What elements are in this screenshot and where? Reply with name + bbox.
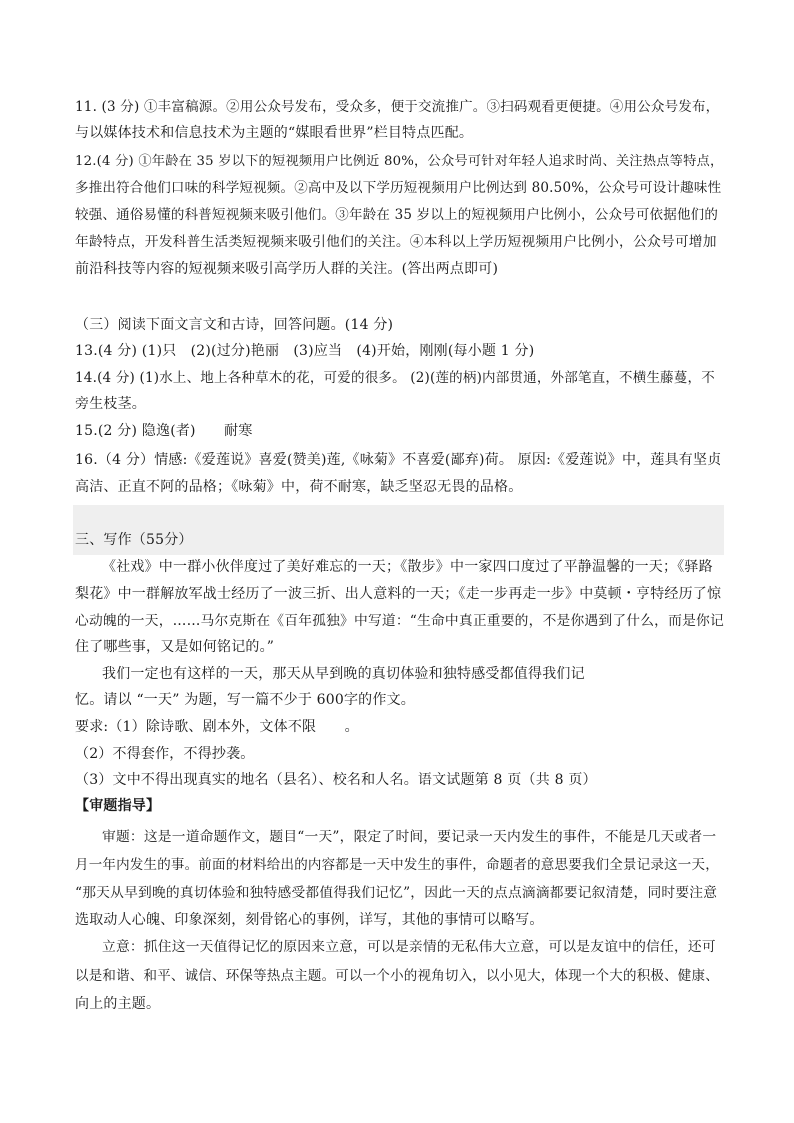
guide-para-2-line-3: 向上的主题。 [75, 996, 161, 1012]
answer-12-line-5: 前沿科技等内容的短视频来吸引高学历人群的关注。(答出两点即可) [75, 261, 499, 277]
guide-para-1-line-3: “那天从早到晚的真切体验和独特感受都值得我们记忆”，因此一天的点点滴滴都要记叙清楚，同时要注意 [75, 885, 718, 901]
section-3-heading: （三）阅读下面文言文和古诗，回答问题。(14 分) [75, 317, 394, 333]
prompt-para-1-line-4: 住了哪些事，又是如何铭记的。” [75, 639, 275, 655]
answer-14-line-1: 14.(4 分) (1)水上、地上各种草木的花，可爱的很多。 (2)(莲的柄)内部贯通，外部笔直，不横生藤蔓，不 [75, 370, 715, 386]
answer-12-line-3: 较强、通俗易懂的科普短视频来吸引他们。③年龄在 35 岁以上的短视频用户比例小，公众号可依据他们的 [75, 207, 719, 223]
guide-para-1-line-4: 选取动人心魄、印象深刻，刻骨铭心的事例，详写，其他的事情可以略写。 [75, 912, 544, 928]
guide-para-1-line-2: 月一年内发生的事。前面的材料给出的内容都是一天中发生的事件，命题者的意思要我们全景记录这一天， [75, 857, 719, 873]
answer-16-line-2: 高洁、正直不阿的品格；《咏菊》中，荷不耐寒，缺乏坚忍无畏的品格。 [75, 479, 523, 495]
answer-12-line-4: 年龄特点，开发科普生活类短视频来吸引他们的关注。④本科以上学历短视频用户比例小，公众号可增加 [75, 234, 717, 250]
guide-para-2-line-2: 以是和谐、和平、诚信、环保等热点主题。可以一个小的视角切入，以小见大，体现一个大的积极、健康、 [75, 968, 719, 984]
answer-11-line-2: 与以媒体技术和信息技术为主题的“媒眼看世界”栏目特点匹配。 [75, 125, 474, 141]
prompt-para-2-line-1: 我们一定也有这样的一天，那天从早到晚的真切体验和独特感受都值得我们记 [102, 666, 585, 682]
requirement-2: （2）不得套作，不得抄袭。 [75, 746, 255, 762]
prompt-para-1-line-3: 心动魄的一天，……马尔克斯在《百年孤独》中写道：“生命中真正重要的，不是你遇到了什么，而是你记 [75, 613, 724, 629]
prompt-para-1-line-2: 梨花》中一群解放军战士经历了一波三折、出人意料的一天；《走一步再走一步》中莫顿・亨特经历了惊 [75, 586, 722, 602]
prompt-para-1-line-1: 《社戏》中一群小伙伴度过了美好难忘的一天；《散步》中一家四口度过了平静温馨的一天；《驿路 [102, 559, 713, 575]
answer-14-line-2: 旁生枝茎。 [75, 396, 146, 412]
answer-12-line-1: 12.(4 分) ①年龄在 35 岁以下的短视频用户比例近 80%，公众号可针对年轻人追求时尚、关注热点等特点， [75, 154, 724, 169]
guide-para-2-line-1: 立意：抓住这一天值得记忆的原因来立意，可以是亲情的无私伟大立意，可以是友谊中的信任，还可 [102, 939, 716, 955]
answer-11-line-1: 11. (3 分) ①丰富稿源。②用公众号发布，受众多，便于交流推广。③扫码观看更便捷。④用公众号发布， [75, 99, 720, 115]
answer-13: 13.(4 分) (1)只 (2)(过分)艳丽 (3)应当 (4)开始，刚刚(每小题 1 分) [75, 343, 535, 359]
writing-heading: 三、写作（55分） [75, 532, 193, 548]
answer-15: 15.(2 分) 隐逸(者) 耐寒 [75, 423, 253, 439]
answer-12-line-2: 多推出符合他们口味的科学短视频。②高中及以下学历短视频用户比例达到 80.50%，公众号可设计趣味性 [75, 180, 722, 196]
guide-para-1-line-1: 审题：这是一道命题作文，题目“一天”，限定了时间，要记录一天内发生的事件，不能是几天或者一 [102, 829, 717, 845]
prompt-para-2-line-2: 忆。请以 “一天” 为题，写一篇不少于 600字的作文。 [75, 692, 415, 708]
answer-16-line-1: 16.（4 分）情感:《爱莲说》喜爱(赞美)莲,《咏菊》不喜爱(鄙弃)荷。 原因:《爱莲说》中，莲具有坚贞 [75, 452, 722, 468]
guide-heading: 【审题指导】 [75, 798, 161, 814]
requirement-3: （3）文中不得出现真实的地名（县名）、校名和人名。语文试题第 8 页（共 8 页） [75, 772, 597, 788]
requirement-1: 要求:（1）除诗歌、剧本外，文体不限 。 [75, 719, 359, 735]
